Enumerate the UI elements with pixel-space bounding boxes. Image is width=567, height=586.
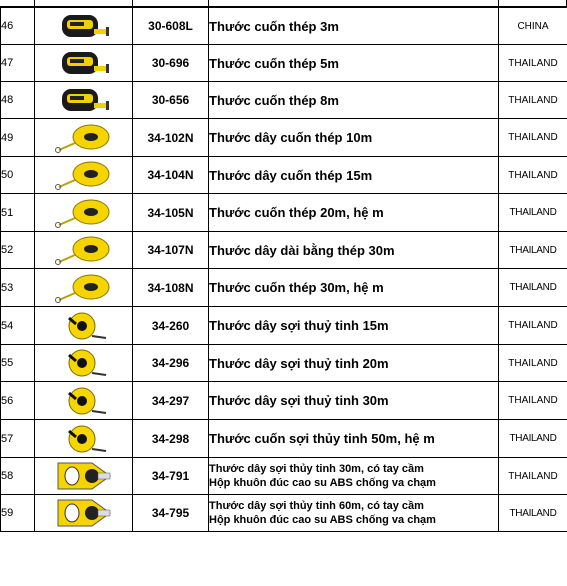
product-code: 30-608L — [133, 8, 209, 45]
product-name — [209, 495, 499, 532]
product-name — [209, 458, 499, 495]
origin-country: THAILAND — [499, 382, 567, 420]
product-code: 34-795 — [133, 495, 209, 532]
product-name: Thước cuốn thép 3m — [209, 8, 499, 45]
row-number: 55 — [1, 345, 35, 382]
product-name-line1: Thước dây sợi thủy tinh 30m, có tay cầm — [209, 463, 424, 475]
product-name: Thước dây cuốn thép 10m — [209, 119, 499, 157]
product-code: 34-296 — [133, 345, 209, 382]
row-number: 48 — [1, 82, 35, 119]
product-name: Thước dây cuốn thép 15m — [209, 157, 499, 194]
row-number: 50 — [1, 157, 35, 194]
product-code: 34-104N — [133, 157, 209, 194]
product-name-line1: Thước dây sợi thủy tinh 60m, có tay cầm — [209, 500, 424, 512]
table-row — [1, 8, 567, 45]
table-row — [1, 82, 567, 119]
origin-country: THAILAND — [499, 458, 567, 495]
product-name: Thước cuốn thép 8m — [209, 82, 499, 119]
table-row — [1, 45, 567, 82]
tape-measure-black-icon — [35, 8, 133, 45]
origin-country: THAILAND — [499, 345, 567, 382]
product-name: Thước cuốn thép 20m, hệ m — [209, 194, 499, 232]
row-number: 58 — [1, 458, 35, 495]
row-number: 57 — [1, 420, 35, 458]
long-tape-yellow-icon — [35, 232, 133, 269]
product-name: Thước dây sợi thuỷ tinh 30m — [209, 382, 499, 420]
product-name-line2: Hộp khuôn đúc cao su ABS chống va chạm — [209, 514, 436, 526]
long-tape-yellow-icon — [35, 119, 133, 157]
row-number: 54 — [1, 307, 35, 345]
fiberglass-tape-icon — [35, 420, 133, 458]
frame-tape-icon — [35, 495, 133, 532]
origin-country: THAILAND — [499, 194, 567, 232]
row-number: 47 — [1, 45, 35, 82]
product-name: Thước dây sợi thuỷ tinh 20m — [209, 345, 499, 382]
table-top-edge — [0, 0, 567, 7]
product-code: 30-656 — [133, 82, 209, 119]
table-row — [1, 157, 567, 194]
product-name: Thước cuốn thép 5m — [209, 45, 499, 82]
row-number: 59 — [1, 495, 35, 532]
product-code: 30-696 — [133, 45, 209, 82]
origin-country: THAILAND — [499, 119, 567, 157]
row-number: 56 — [1, 382, 35, 420]
long-tape-yellow-icon — [35, 269, 133, 307]
origin-country: THAILAND — [499, 420, 567, 458]
product-code: 34-107N — [133, 232, 209, 269]
product-name-line2: Hộp khuôn đúc cao su ABS chống va chạm — [209, 477, 436, 489]
table-row — [1, 232, 567, 269]
frame-tape-icon — [35, 458, 133, 495]
row-number: 53 — [1, 269, 35, 307]
origin-country: THAILAND — [499, 82, 567, 119]
origin-country: CHINA — [499, 8, 567, 45]
product-name: Thước dây sợi thuỷ tinh 15m — [209, 307, 499, 345]
product-name: Thước dây dài bằng thép 30m — [209, 232, 499, 269]
fiberglass-tape-icon — [35, 345, 133, 382]
long-tape-yellow-icon — [35, 194, 133, 232]
tape-measure-black-icon — [35, 45, 133, 82]
product-code: 34-297 — [133, 382, 209, 420]
origin-country: THAILAND — [499, 157, 567, 194]
product-name: Thước cuốn thép 30m, hệ m — [209, 269, 499, 307]
origin-country: THAILAND — [499, 269, 567, 307]
product-table — [0, 7, 567, 532]
product-code: 34-108N — [133, 269, 209, 307]
fiberglass-tape-icon — [35, 307, 133, 345]
table-row — [1, 458, 567, 495]
table-row — [1, 307, 567, 345]
product-code: 34-791 — [133, 458, 209, 495]
row-number: 46 — [1, 8, 35, 45]
long-tape-yellow-icon — [35, 157, 133, 194]
table-row — [1, 420, 567, 458]
table-row — [1, 345, 567, 382]
row-number: 52 — [1, 232, 35, 269]
product-code: 34-260 — [133, 307, 209, 345]
table-row — [1, 382, 567, 420]
table-row — [1, 495, 567, 532]
tape-measure-black-icon — [35, 82, 133, 119]
origin-country: THAILAND — [499, 45, 567, 82]
table-row — [1, 269, 567, 307]
table-row — [1, 119, 567, 157]
origin-country: THAILAND — [499, 232, 567, 269]
row-number: 51 — [1, 194, 35, 232]
product-code: 34-102N — [133, 119, 209, 157]
product-name: Thước cuốn sợi thủy tinh 50m, hệ m — [209, 420, 499, 458]
table-row — [1, 194, 567, 232]
origin-country: THAILAND — [499, 307, 567, 345]
fiberglass-tape-icon — [35, 382, 133, 420]
origin-country: THAILAND — [499, 495, 567, 532]
product-code: 34-298 — [133, 420, 209, 458]
row-number: 49 — [1, 119, 35, 157]
product-code: 34-105N — [133, 194, 209, 232]
